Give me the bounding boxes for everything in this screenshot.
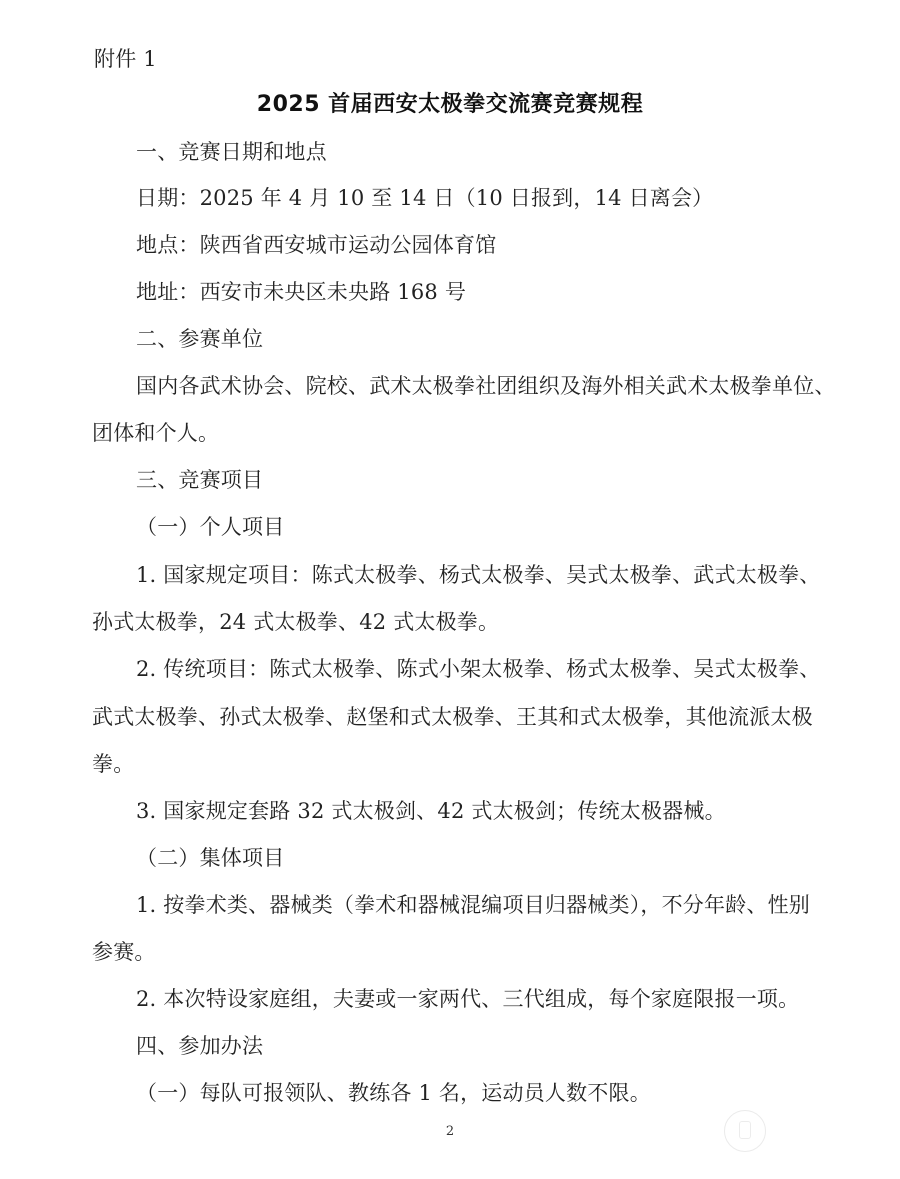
section-4-heading: 四、参加办法 [136, 1034, 264, 1058]
group-events-heading: （二）集体项目 [136, 846, 285, 870]
individual-item-1-line-2: 孙式太极拳，24 式太极拳、42 式太极拳。 [92, 610, 500, 634]
group-item-1-line-2: 参赛。 [92, 940, 156, 964]
participation-rule-1: （一）每队可报领队、教练各 1 名，运动员人数不限。 [136, 1081, 651, 1105]
individual-events-heading: （一）个人项目 [136, 515, 285, 539]
competition-venue: 地点：陕西省西安城市运动公园体育馆 [136, 233, 497, 257]
section-3-heading: 三、竞赛项目 [136, 468, 264, 492]
individual-item-2-line-1: 2. 传统项目：陈式太极拳、陈式小架太极拳、杨式太极拳、吴式太极拳、 [136, 657, 821, 681]
competition-address: 地址：西安市未央区未央路 168 号 [136, 280, 467, 304]
participants-paragraph-line-1: 国内各武术协会、院校、武术太极拳社团组织及海外相关武术太极拳单位、 [136, 374, 836, 398]
individual-item-1-line-1: 1. 国家规定项目：陈式太极拳、杨式太极拳、吴式太极拳、武式太极拳、 [136, 563, 821, 587]
participants-paragraph-line-2: 团体和个人。 [92, 421, 220, 445]
individual-item-2-line-3: 拳。 [92, 752, 135, 776]
group-item-1-line-1: 1. 按拳术类、器械类（拳术和器械混编项目归器械类），不分年龄、性别 [136, 893, 811, 917]
document-title: 2025 首届西安太极拳交流赛竞赛规程 [256, 92, 644, 117]
attachment-label: 附件 1 [94, 47, 157, 71]
individual-item-2-line-2: 武式太极拳、孙式太极拳、赵堡和式太极拳、王其和式太极拳，其他流派太极 [92, 705, 813, 729]
page-number: 2 [445, 1124, 455, 1139]
section-2-heading: 二、参赛单位 [136, 327, 264, 351]
watermark-logo [724, 1110, 766, 1152]
group-item-2: 2. 本次特设家庭组，夫妻或一家两代、三代组成，每个家庭限报一项。 [136, 987, 800, 1011]
competition-date: 日期：2025 年 4 月 10 至 14 日（10 日报到，14 日离会） [136, 186, 714, 210]
section-1-heading: 一、竞赛日期和地点 [136, 140, 327, 164]
individual-item-3: 3. 国家规定套路 32 式太极剑、42 式太极剑；传统太极器械。 [136, 799, 726, 823]
